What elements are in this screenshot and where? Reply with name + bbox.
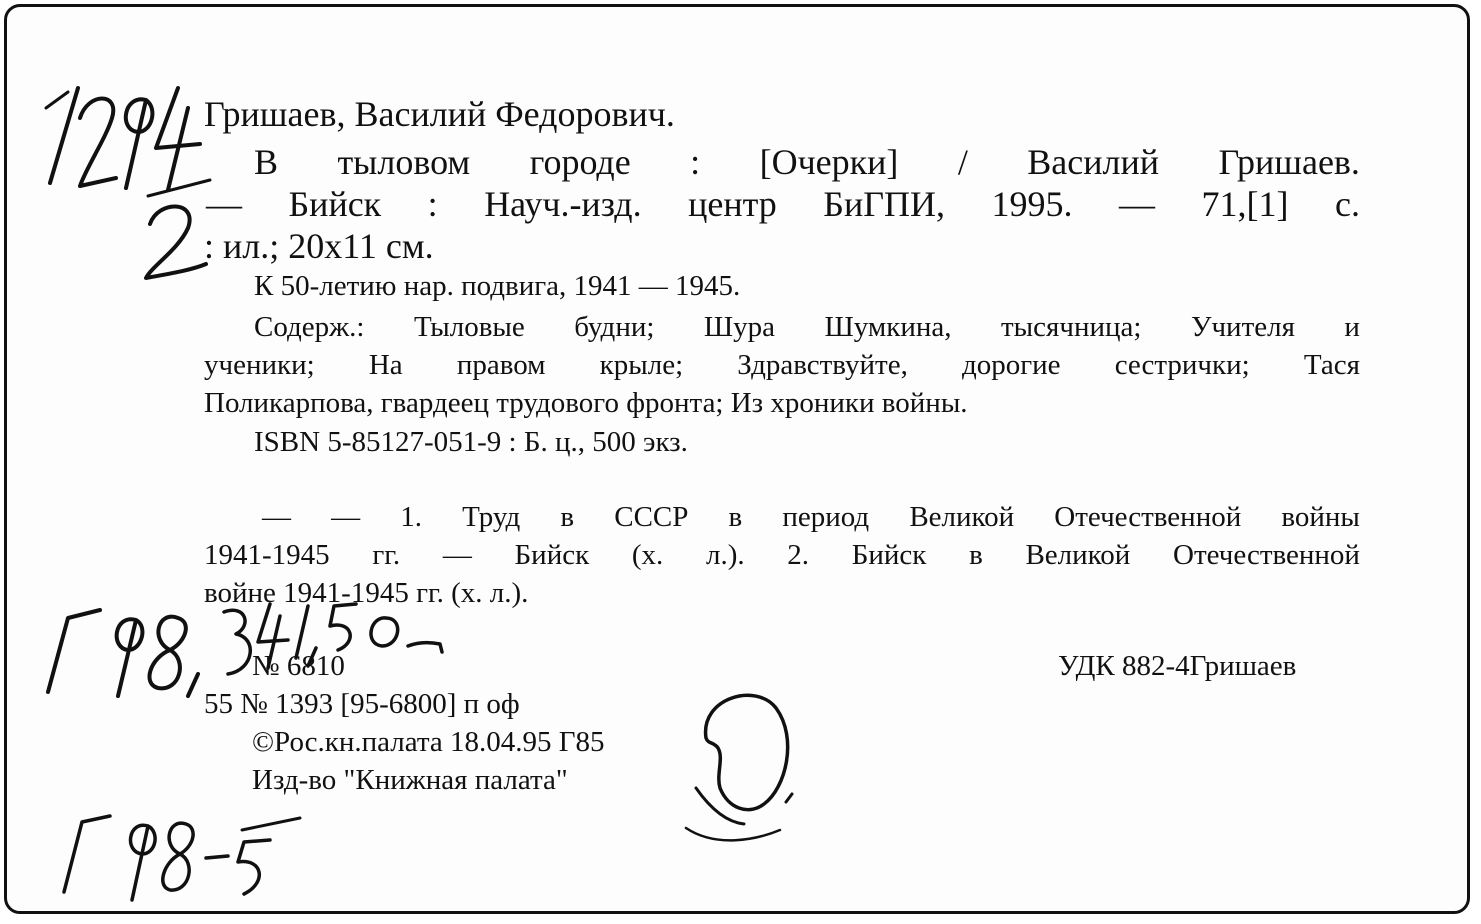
title-line-2 [206,186,1360,222]
word: : [427,184,438,224]
word: будни; [574,311,655,343]
word: Шура [703,311,776,343]
word: Шумкина, [824,311,952,343]
word: Труд [462,501,521,533]
word: центр [688,184,777,224]
word: 2. [787,539,810,571]
title-line-1 [254,144,1360,180]
word: тысячница; [1001,311,1142,343]
word: 71,[1] [1201,184,1289,224]
word: Бийск [288,184,382,224]
word: Тася [1303,349,1360,381]
word: Бийск [851,539,927,571]
word: Гришаев. [1218,142,1360,182]
word: в [728,501,743,533]
word: в [560,501,575,533]
isbn-line: ISBN 5-85127-051-9 : Б. ц., 500 экз. [254,426,688,458]
word: л.). [705,539,745,571]
print-code: 55 № 1393 [95-6800] п оф [204,688,520,720]
word: В [254,142,279,182]
word: Содерж.: [254,311,365,343]
word: Отечественной [1173,539,1360,571]
word: 1. [400,501,422,533]
word: в [969,539,983,571]
word: СССР [614,501,689,533]
word: [Очерки] [759,142,899,182]
word: — [1119,184,1156,224]
word: Отечественной [1054,501,1242,533]
word: Великой [1025,539,1131,571]
word: войны [1281,501,1360,533]
word: Великой [909,501,1015,533]
handwritten-bottom-mark [56,800,316,910]
oval-mark [666,678,806,858]
record-number: № 6810 [252,650,345,682]
word: гг. [372,539,401,571]
word: (х. [631,539,664,571]
word: крыле; [599,349,684,381]
word: городе [529,142,631,182]
word: — [442,539,472,571]
contents-line-3: Поликарпова, гвардеец трудового фронта; Из хроники войны. [204,387,968,419]
word: Бийск [514,539,590,571]
word: с. [1335,184,1360,224]
word: Тыловые [413,311,525,343]
word: На [368,349,403,381]
word: — [262,501,291,533]
word: 1941-1945 [204,539,330,571]
author-heading: Гришаев, Василий Федорович. [204,94,675,134]
word: правом [456,349,546,381]
note-jubilee: К 50-летию нар. подвига, 1941 — 1945. [254,270,741,302]
word: БиГПИ, [823,184,946,224]
word: / [957,142,968,182]
word: Учителя [1190,311,1295,343]
subject-line-1 [262,503,1360,532]
word: — [331,501,361,533]
word: Науч.-изд. [484,184,642,224]
word: 1995. [991,184,1073,224]
contents-line-1 [254,313,1360,342]
udc-code: УДК 882-4Гришаев [1058,650,1297,682]
publisher-line: Изд-во "Книжная палата" [252,764,568,796]
contents-line-2 [204,351,1360,380]
subject-line-3: войне 1941-1945 гг. (х. л.). [204,577,529,609]
word: : [690,142,701,182]
word: тыловом [337,142,471,182]
word: ученики; [204,349,315,381]
subject-line-2 [204,541,1360,570]
word: и [1344,311,1360,343]
word: — [206,184,242,224]
copyright-line: ©Рос.кн.палата 18.04.95 Г85 [252,726,605,758]
word: Василий [1027,142,1160,182]
title-line-3: : ил.; 20x11 см. [204,226,434,266]
word: дорогие [961,349,1061,381]
handwritten-shelf-mark [28,78,228,308]
word: период [782,501,870,533]
word: Здравствуйте, [737,349,908,381]
word: сестрички; [1114,349,1250,381]
